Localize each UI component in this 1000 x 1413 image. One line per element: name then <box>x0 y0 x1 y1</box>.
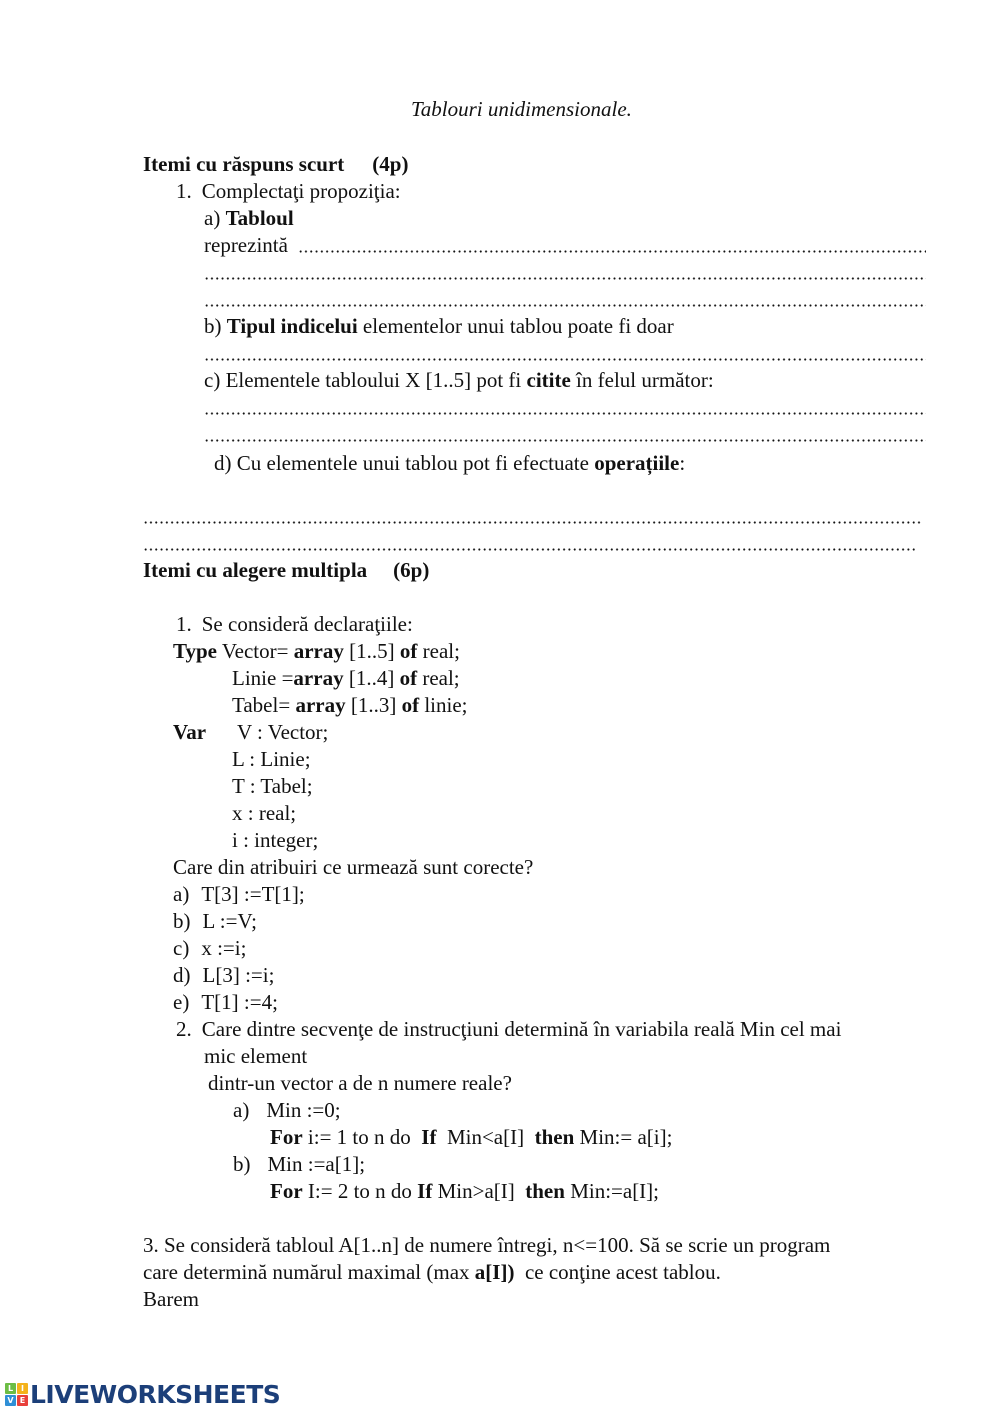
section1-points: (4p) <box>372 152 409 176</box>
logo-cell-v: V <box>5 1395 16 1406</box>
logo-cell-i: I <box>17 1383 28 1394</box>
s2-q3-barem: Barem <box>143 1287 199 1311</box>
option-e[interactable]: e) T[1] :=4; <box>173 990 278 1014</box>
answer-line-a1[interactable] <box>298 250 926 253</box>
answer-line-c1[interactable] <box>204 412 926 415</box>
var-decl-v: V : Vector; <box>237 720 329 744</box>
var-decl-x: x : real; <box>232 801 297 825</box>
s2-q2-option-a-init[interactable]: a) Min :=0; <box>233 1098 341 1122</box>
type-decl-linie: Linie =array [1..4] of real; <box>232 666 460 690</box>
var-decl-t: T : Tabel; <box>232 774 313 798</box>
answer-line-b1[interactable] <box>204 358 926 361</box>
s1-q1-prompt: 1. Complectaţi propoziţia: <box>176 179 401 203</box>
logo-cell-l: L <box>5 1383 16 1394</box>
s2-q2-option-b-loop: For I:= 2 to n do If Min>a[I] then Min:=a[I]; <box>270 1179 660 1203</box>
s2-q2-line3: dintr-un vector a de n numere reale? <box>208 1071 512 1095</box>
s1-q1-a-continuation: reprezintă <box>204 233 288 257</box>
type-decl-vector: Type Vector= array [1..5] of real; <box>173 639 460 663</box>
answer-line-d1[interactable] <box>143 521 923 524</box>
var-decl-l: L : Linie; <box>232 747 311 771</box>
answer-line-a2[interactable] <box>204 277 926 280</box>
s2-q3-line1: 3. Se consideră tabloul A[1..n] de numere întregi, n<=100. Să se scrie un program <box>143 1233 831 1257</box>
s2-q1-prompt: 1. Se consideră declaraţiile: <box>176 612 413 636</box>
option-a[interactable]: a) T[3] :=T[1]; <box>173 882 305 906</box>
option-d[interactable]: d) L[3] :=i; <box>173 963 275 987</box>
s1-q1-c: c) Elementele tabloului X [1..5] pot fi citite în felul următor: <box>204 368 714 392</box>
logo-cell-e: E <box>17 1395 28 1406</box>
logo-text: LIVEWORKSHEETS <box>30 1379 281 1409</box>
section2-points: (6p) <box>393 558 430 582</box>
answer-line-d2[interactable] <box>143 548 916 551</box>
s2-q2-option-b-init[interactable]: b) Min :=a[1]; <box>233 1152 366 1176</box>
s1-q1-b: b) Tipul indicelui elementelor unui tablou poate fi doar <box>204 314 674 338</box>
type-decl-tabel: Tabel= array [1..3] of linie; <box>232 693 468 717</box>
var-keyword: Var <box>173 720 207 744</box>
option-c[interactable]: c) x :=i; <box>173 936 247 960</box>
document-title: Tablouri unidimensionale. <box>411 97 632 121</box>
section2-heading: Itemi cu alegere multipla (6p) <box>143 558 430 582</box>
var-decl-i: i : integer; <box>232 828 319 852</box>
s2-q2-line1: 2. Care dintre secvenţe de instrucţiuni determină în variabila reală Min cel mai <box>176 1017 842 1041</box>
option-b[interactable]: b) L :=V; <box>173 909 257 933</box>
s2-q1-question: Care din atribuiri ce urmează sunt corecte? <box>173 855 534 879</box>
s2-q2-option-a-loop: For i:= 1 to n do If Min<a[I] then Min:= a[i]; <box>270 1125 673 1149</box>
answer-line-c2[interactable] <box>204 439 926 442</box>
answer-line-a3[interactable] <box>204 304 926 307</box>
s1-q1-a-label: a) Tabloul <box>204 206 294 230</box>
s2-q2-line2: mic element <box>204 1044 308 1068</box>
s1-q1-d: d) Cu elementele unui tablou pot fi efectuate operațiile: <box>214 451 686 475</box>
liveworksheets-logo[interactable] <box>5 1381 280 1407</box>
logo-icon <box>5 1383 28 1406</box>
s2-q3-line2: care determină numărul maximal (max a[I]) ce conţine acest tablou. <box>143 1260 721 1284</box>
section1-heading: Itemi cu răspuns scurt (4p) <box>143 152 409 176</box>
